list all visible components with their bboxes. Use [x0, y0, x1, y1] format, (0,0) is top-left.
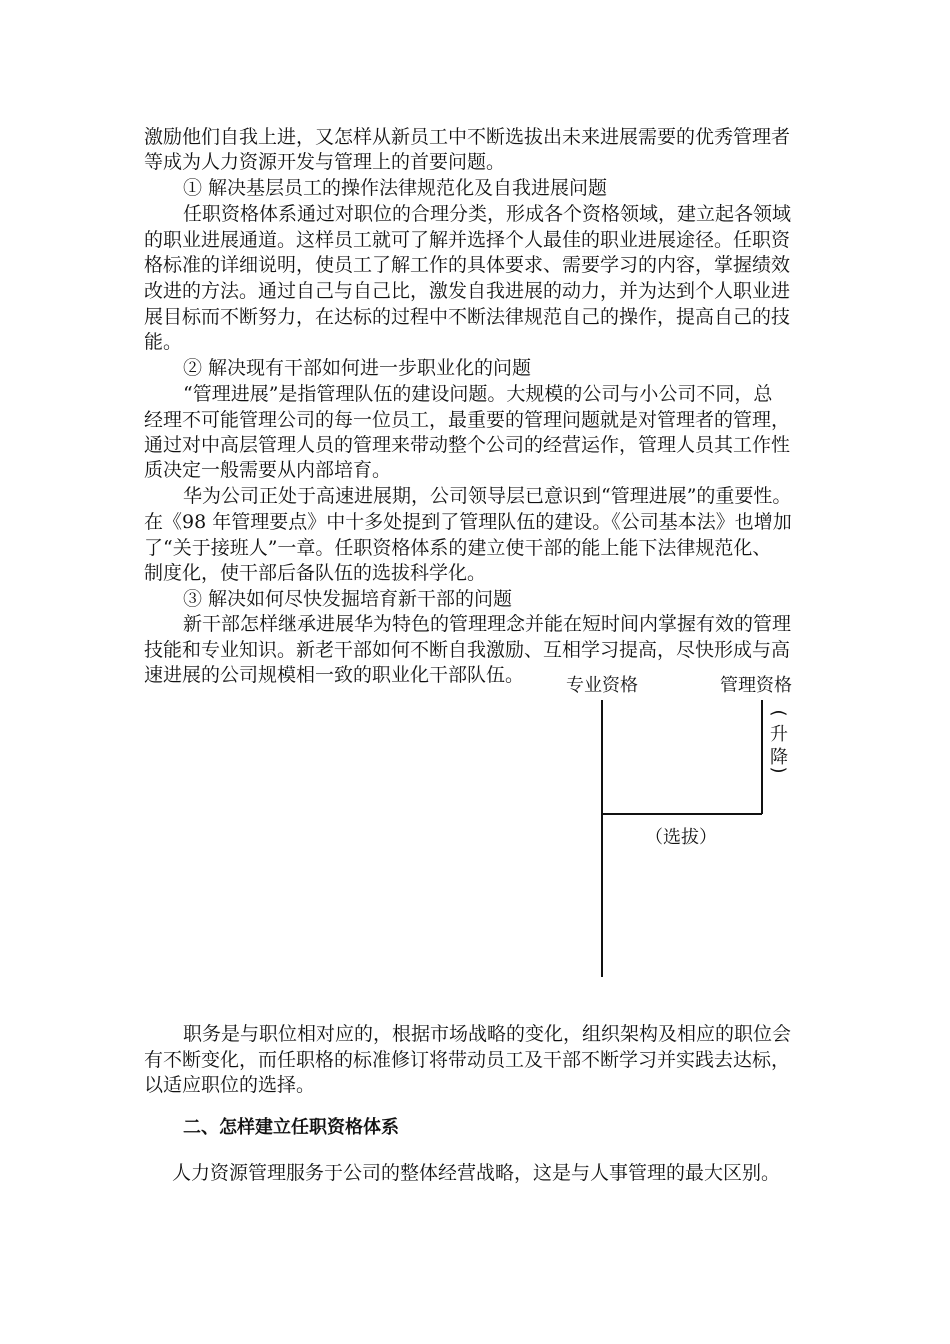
text-line: “管理进展”是指管理队伍的建设问题。大规模的公司与小公司不同，总: [183, 383, 773, 405]
text-line: 格标准的详细说明，使员工了解工作的具体要求、需要学习的内容，掌握绩效: [144, 254, 791, 276]
text-line: 质决定一般需要从内部培育。: [144, 459, 392, 481]
professional-qualification-label: 专业资格: [566, 675, 638, 696]
section-heading: ③ 解决如何尽快发掘培育新干部的问题: [183, 588, 513, 610]
text-line: 有不断变化，而任职格的标准修订将带动员工及干部不断学习并实践去达标，: [144, 1049, 791, 1071]
text-line: 华为公司正处于高速进展期，公司领导层已意识到“管理进展”的重要性。: [183, 485, 792, 507]
text-line: 人力资源管理服务于公司的整体经营战略，这是与人事管理的最大区别。: [172, 1162, 781, 1184]
section-title: 二、怎样建立任职资格体系: [183, 1117, 399, 1138]
updown-paren-close: ): [768, 766, 789, 774]
text-line: 经理不可能管理公司的每一位员工，最重要的管理问题就是对管理者的管理，: [144, 409, 791, 431]
text-line: 能。: [144, 331, 183, 353]
updown-char-rise: 升: [770, 724, 788, 745]
text-line: 改进的方法。通过自己与自己比，激发自我进展的动力，并为达到个人职业进: [144, 280, 791, 302]
text-line: 在《98 年管理要点》中十多处提到了管理队伍的建设。《公司基本法》也增加: [144, 511, 792, 533]
text-line: 展目标而不断努力，在达标的过程中不断法律规范自己的操作，提高自己的技: [144, 306, 791, 328]
section-heading: ① 解决基层员工的操作法律规范化及自我进展问题: [183, 177, 608, 199]
text-line: 任职资格体系通过对职位的合理分类，形成各个资格领域，建立起各领域: [183, 203, 792, 225]
text-line: 通过对中高层管理人员的管理来带动整个公司的经营运作，管理人员其工作性: [144, 434, 791, 456]
section-heading: ② 解决现有干部如何进一步职业化的问题: [183, 357, 532, 379]
text-line: 技能和专业知识。新老干部如何不断自我激励、互相学习提高，尽快形成与高: [144, 639, 791, 661]
text-line: 的职业进展通道。这样员工就可了解并选择个人最佳的职业进展途径。任职资: [144, 229, 791, 251]
management-qualification-label: 管理资格: [720, 675, 792, 696]
text-line: 新干部怎样继承进展华为特色的管理理念并能在短时间内掌握有效的管理: [183, 613, 792, 635]
text-line: 等成为人力资源开发与管理上的首要问题。: [144, 151, 506, 173]
text-line: 制度化，使干部后备队伍的选拔科学化。: [144, 562, 487, 584]
text-line: 激励他们自我上进，又怎样从新员工中不断选拔出未来进展需要的优秀管理者: [144, 126, 791, 148]
text-line: 以适应职位的选择。: [144, 1074, 316, 1096]
text-line: 了“关于接班人”一章。任职资格体系的建立使干部的能上能下法律规范化、: [144, 537, 772, 559]
text-line: 速进展的公司规模相一致的职业化干部队伍。: [144, 664, 525, 686]
selection-label: （选拔）: [645, 827, 717, 848]
updown-paren-open: (: [768, 709, 789, 717]
text-line: 职务是与职位相对应的，根据市场战略的变化，组织架构及相应的职位会: [183, 1023, 792, 1045]
updown-char-fall: 降: [770, 747, 788, 768]
